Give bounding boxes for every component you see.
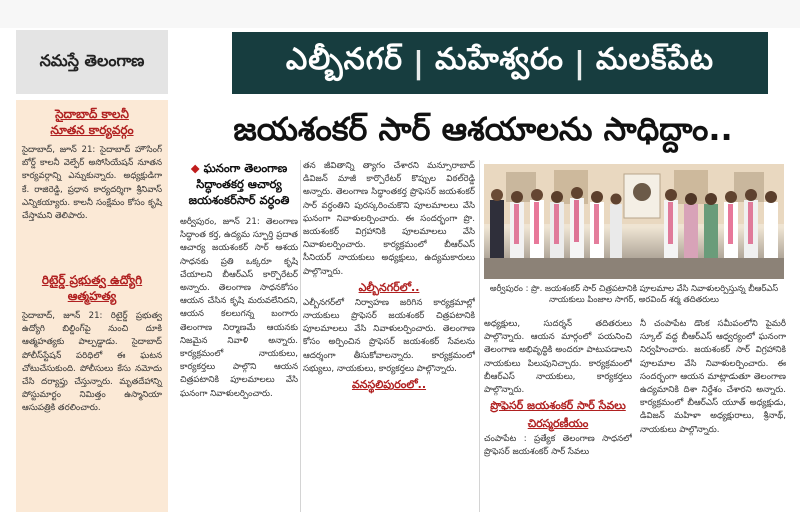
column-divider [479,160,480,512]
box2-title-line2: ఆత్మహత్య [67,289,117,303]
article-body-col3: అధ్యక్షులు, సుదర్శన్ తదితరులు పాల్గొన్నారు. ఆయన మార్గంలో పయనించి తెలంగాణ అభివృద్ధికి అందరూ పాటుపడాలని నాయకులు పిలుపునిచ్చారు. కార్యక్రమంలో బీఆర్‌ఎస్ నాయకులు, కార్యకర్తలు పాల్గొన్నారు. [484,319,632,396]
article-column-3 [484,318,632,512]
edition-place-3: మలక్‌పేట [595,42,715,77]
subhead-vanasthalipuram: వనస్థలిపురంలో.. [351,378,427,392]
box1-body: సైదాబాద్, జూన్ 21: సైదాబాద్ హౌసింగ్ బోర్డ్ కాలనీ వెల్ఫేర్ అసోసియేషన్ నూతన కార్యవర్గాన్ని ఎన్నుకున్నారు. అధ్యక్షుడిగా కే. రాజిరెడ్డి, ప్రధాన కార్యదర్శిగా శ్రీనివాస్ ఎన్నికయ్యారు. కాలనీ సంక్షేమం కోసం కృషి చేస్తామని తెలిపారు. [22,145,162,222]
box1-title-line1: సైదాబాద్ కాలనీ [55,107,129,121]
group-photo-illustration [484,164,784,279]
sidebar-news-box-1 [16,106,168,223]
main-headline: జయశంకర్ సార్ ఆశయాలను సాధిద్దాం.. [233,110,733,148]
article-body-col4: నీ చంపాపేట డొంక సమీపంలోని పైమరీ స్కూల్ వద్ద బీఆర్‌ఎస్ ఆధ్వర్యంలో ఘనంగా నిర్వహించారు. జయశంకర్ సార్ విగ్రహానికి పూలమాల వేసి నివాళులర్పించారు. ఈ సందర్భంగా ఆయన మాట్లాడుతూ తెలంగాణ ఉద్యమానికి దిశా నిర్దేశం చేశారని అన్నారు. కార్యక్రమంలో బీఆర్‌ఎస్ యూత్ అధ్యక్షుడు, డివిజన్ మహిళా అధ్యక్షురాలు, శ్రీనాథ్, నాయకులు పాల్గొన్నారు. [640,319,786,435]
kicker-text: ఘనంగా తెలంగాణ సిద్ధాంతకర్త ఆచార్య జయశంకర్‌సార్ వర్ధంతి [188,161,290,207]
masthead [16,30,168,94]
column-divider [300,160,301,512]
edition-place-2: మహేశ్వరం [435,42,564,77]
box2-body: సైదాబాద్, జూన్ 21: రిటైర్డ్ ప్రభుత్వ ఉద్యోగి బిల్డింగ్‌పై నుంచి దూకి ఆత్మహత్యకు పాల్పడ్డాడు. సైదాబాద్ పోలీస్‌స్టేషన్ పరిధిలో ఈ ఘటన చోటుచేసుకుంది. పోలీసులు కేసు నమోదు చేసి దర్యాప్తు చేస్తున్నారు. మృతదేహాన్ని పోస్టుమార్టం నిమిత్తం ఉస్మానియా ఆసుపత్రికి తరలించారు. [22,311,162,414]
masthead-name: నమస్తే తెలంగాణ [39,50,145,70]
article-body-col2: తన జీవితాన్ని త్యాగం చేశారని మన్సూరాబాద్ డివిజన్ మాజీ కార్పొరేటర్ కొప్పుల విఠల్‌రెడ్డి అన్నారు. తెలంగాణ సిద్ధాంతకర్త ప్రొఫెసర్ జయశంకర్ సార్ వర్ధంతిని పురస్కరించుకొని పూలమాలలు వేసి ఘనంగా నివాళులర్పించారు. ఈ సందర్భంగా ప్రొ. జయశంకర్ విగ్రహానికి పూలమాలలు వేసి నివాళులర్పించారు. కార్యక్రమంలో బీఆర్‌ఎస్ సీనియర్ నాయకులు అధ్యక్షులు, ఉద్యమకారులు పాల్గొన్నారు. [303,161,475,277]
article-body-col2-b: ఎల్బీనగర్‌లో నిర్వాహణ జరిగిన కార్యక్రమాల్లో నాయకులు ప్రొఫెసర్ జయశంకర్ చిత్రపటానికి పూలమాలలు వేసి నివాళులర్పించారు. తెలంగాణ కోసం అర్పించిన ప్రొఫెసర్ జయశంకర్ సేవలను ఆదర్శంగా తీసుకోవాలన్నారు. కార్యక్రమంలో సభ్యులు, నాయకులు, కార్యకర్తలు పాల్గొన్నారు. [303,297,475,374]
subhead-champapet: ప్రొఫెసర్ జయశంకర్ సార్ సేవలు చిరస్మరణీయం [490,399,626,431]
subhead-lbnagar: ఎల్బీనగర్‌లో.. [358,280,420,294]
bullet-icon: ◆ [190,161,204,175]
box2-title-line1: రిటైర్డ్ ప్రభుత్వ ఉద్యోగి [41,273,143,287]
edition-separator: | [573,45,586,81]
edition-place-1: ఎల్బీనగర్ [285,42,404,77]
photo-caption: అర్వీపురం : ప్రొ. జయశంకర్ సార్ చిత్రపటానికి పూలమాల వేసి నివాళులర్పిస్తున్న బీఆర్‌ఎస్ నాయకులు పింజాల సాగర్, అరవింద్ శర్మ తదితరులు [489,283,779,304]
top-strip [0,0,800,28]
article-column-1 [180,160,298,512]
article-column-4 [640,318,786,512]
box1-title-line2: నూతన కార్యవర్గం [50,123,134,137]
edition-separator: | [413,45,425,81]
article-body-col1: అర్వీపురం, జూన్ 21: తెలంగాణ సిద్ధాంత కర్త, ఉద్యమ స్ఫూర్తి ప్రదాత ఆచార్య జయశంకర్ సార్ ఆశయ సాధనకు ప్రతి ఒక్కరూ కృషి చేయాలని బీఆర్‌ఎస్ కార్పొరేటర్ అన్నారు. తెలంగాణ సాధనకోసం ఆయన చేసిన కృషి మరువలేనిదని, ఆయన కలలుగన్న బంగారు తెలంగాణ నిర్మాణమే ఆయనకు నిజమైన నివాళి అన్నారు. కార్యక్రమంలో నాయకులు, కార్యకర్తలు పాల్గొని ఆయన చిత్రపటానికి పూలమాలలు వేసి ఘనంగా నివాళులర్పించారు. [180,217,298,399]
article-kicker [180,160,298,208]
news-photo [484,164,784,279]
edition-banner [232,32,768,94]
article-body-col3-b: చంపాపేట : ప్రత్యేక తెలంగాణ సాధనలో ప్రొఫెసర్ జయశంకర్ సార్ సేవలు [484,434,632,458]
sidebar-news-box-2 [16,272,168,416]
left-sidebar [16,100,168,512]
article-column-2 [303,160,475,512]
